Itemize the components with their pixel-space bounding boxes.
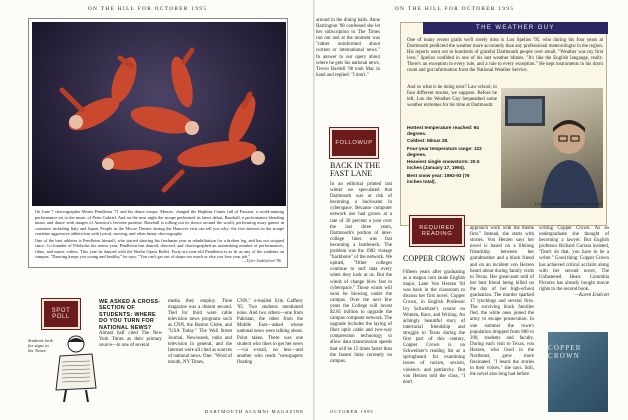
footer-right: OCTOBER 1995 [330,409,374,414]
portrait-illustration [501,88,603,208]
spot-poll-badge [42,299,80,329]
weather-guy-box [400,22,607,226]
newspaper-reader-illustration [52,332,100,402]
weather-photo-caption: Lou's forecasts were pretty darn fine. [534,201,603,206]
required-reading-column-1: Fifteen years after graduating as a magna cum laude English major, Lane Von Herzen '84 was back in the classroom to discuss her first novel, Copper Crown, in English Professor Ivy Schweitzer's course on Women, Race, and Writing. An achingly beautiful story of interracial friendship and struggle in Texas during the first part of this century, Copper Crown is on Schweitzer's reading list as a springboard for examining issues of racism, sexism, violence, and patriarchy. But von Herzen told the class, "I don't [403,270,465,385]
followup-headline: BACK IN THE FAST LANE [330,161,381,178]
weather-stat: Four-year temperature range: 122 degrees. [407,145,482,157]
running-header-left: ON THE HILL FOR OCTOBER 1995 [88,6,208,12]
required-reading-credit: —Karen Endicott [574,293,609,299]
spot-poll-side-caption: Students look for signs in the Times. [28,338,53,354]
spot-poll-column-2: media they employ. Time magazine was a distant second. Tied for third were cable television news programs such as CNN, the Boston Globe, and "USA Today." The Wall Street Journal, Newsweek, radio and television in general, and the Internet were all cited as sources of national news. One: "Word of mouth, NY Times, [168,299,232,365]
required-reading-column-2: approach work with the theme first." Instead, she starts with stories. Von Herzen says her novel is based on a lifelong friendship between her grandmother and a black friend and on an incident von Herzen heard about during family visits to Texas. Her great-aunt told of her best friend being killed on the day of her high-school graduation. The murder sparked 17 lynchings and several fires. The surviving black families fled, the white ones joined the army to escape prosecution. In one summer the town's population dropped from 800 to 200, students and faculty. During each visit to Texas, von Herzen, who lived in the Northeast, grew more fascinated. "I heard the stories in their voices," she says. Still, the novel also long had before [470,226,534,378]
followup-badge-label: FOLLOWUP [335,140,373,146]
caption-paragraph-2: One of the best athletes is Pendleton himself, who started dancing his freshman year in rehabilitation for a broken leg, and has not stopped since. Co-founder of Pilobolus his senior year, Pendleton has danced, directed, and choreographed an astonishing number of performances, films, and music videos. This year he danced with the Berlin Opera Ballet. Forty-six-year-old Pendleton is as fit as any of the students on campus. "Dancing keeps you young and healthy," he says. "You can't get out of shape too much or else you lose your job." [35,237,284,259]
running-header-right: ON THE HILL FOR OCTOBER 1995 [395,6,515,12]
weather-guy-title: THE WEATHER GUY [423,22,608,34]
dance-photo-feature [28,18,288,268]
weather-stat: Hottest temperature reached: 94 degrees. [407,125,479,136]
caption-paragraph-1: On June 7 choreographer Moses Pendleton '71 and his dance troupe, Momix, charged the Hopkins Center full of Passion, a world-naming performance set to the music of Peter Gabriel. And on the next night the troupe performed its latest debut, Baseball, a performance blending music and dance with images of America's favorite pastime. Baseball is rolling out its shows around the world, performing away games in countries including Italy and Japan. People in the Moore Theater during the Hanover visit can tell you why: the five dancers in the troupe combine aggressive athleticism with lyrical, moving, and often funny choreography. [35,209,284,236]
spot-poll-column-3: CNN," e-mailed Erin Gaffney '95. Two students mentioned none. And two others—one from Pakistan, the other from the Middle East—asked whose national news were talking about. Point taken. There was one student who likes to get her news—via e-mail, no less—and another who reads "newspapers floating [237,299,303,365]
photo-credit: —Tyler Stableford '96 [242,258,281,263]
required-reading-badge [410,216,464,246]
weather-stat: Best snow year: 1992-93 (76 inches total). [407,172,470,184]
column-continuation: around in the dining halls. Anne Harrington '98 confessed she let her subscription to The Times run out and at the moment was "rather uninformed about current or international news." In answer to our query about where he gets his national news, Trevor Bardell '98 took Mac in hand and replied: "I don't." [316,18,380,78]
footer-left: DARTMOUTH ALUMNI MAGAZINE [205,409,304,414]
followup-badge [330,128,378,158]
spot-poll-column-1: Almost half cited The New York Times as their primary source—in one of several [99,331,162,349]
page-gutter [313,0,315,420]
dancers-image [32,22,286,206]
required-reading-badge-line2: READING [421,231,453,237]
copper-crown-book-cover [548,332,608,412]
weather-intro: One of many recent grads we'll sorely miss is Lou Spelios '95, who during his four years at Dartmouth predicted the weather more accurately than any professional meteorologist in the region. His reports went out to hundreds of grateful Dartmouth people over email. "Weather was my first love," Spelios confided in one of his last weather blitzes. "It's like the English language, really. There's an exception to every rule, and a rule to every exception." He kept instruments in his dorm room and got information from the National Weather Service. [407,38,603,74]
required-reading-column-3-text: writing Copper Crown. As an undergraduate she thought of becoming a lawyer. But English professor Richard Corrata insisted, "Don't do that, you have to be a writer." Good thing: Copper Crown has achieved critical acclaim along with her second novel, The Unfastened Heart. Columbia Pictures has already bought movie rights to the second book. [539,226,609,292]
weather-body: And so what is he doing next? Law school, to face different storms, we suppose. Before he left, Lou the Weather Guy bequeathed some weather extremes for his time at Dartmouth: [407,85,497,109]
weather-stats [407,125,485,186]
required-reading-headline: COPPER CROWN [403,254,466,263]
photo-caption [35,209,284,261]
dancers-illustration [32,22,286,206]
required-reading-badge-line1: REQUIRED [419,225,455,231]
spot-poll-headline: WE ASKED A CROSS-SECTION OF STUDENTS: WHERE DO YOU TURN FOR NATIONAL NEWS? [99,299,161,331]
weather-guy-photo [501,88,603,208]
book-cover-title: COPPER CROWN [548,344,582,360]
weather-stat: Heaviest single snowstorm: 20.5 inches (January 17, 1994). [407,159,480,171]
spot-poll-badge-line2: POLL [52,314,70,320]
followup-body: In an editorial printed last winter we speculated that Dartmouth was at risk of becoming a backwater in cyberspace. Because computer network use had grown at a rate of 30 percent a year over the last three years, Dartmouth's portion of inter-college lines was fast becoming a bottleneck. The problem was the 1982 vintage "backbone" of the network. We opined, "Other colleges continue to surf data every when they look at us. But the winds of change blow fast in cyberspace." Those winds will soon be blowing under the campus. Over the next few years the College will invest $2.85 million to upgrade the campus computer network. The upgrade includes the laying of fiber optic cable and two-way compression technology to allow data transmission speeds that will be 15 times faster than the fastest links currently on campus. [330,182,392,364]
spot-poll-sidebar [28,296,102,404]
spot-poll-badge-line1: SPOT [51,308,71,314]
weather-stat: Coldest: Minus 28. [407,138,449,144]
required-reading-column-3 [539,226,609,299]
